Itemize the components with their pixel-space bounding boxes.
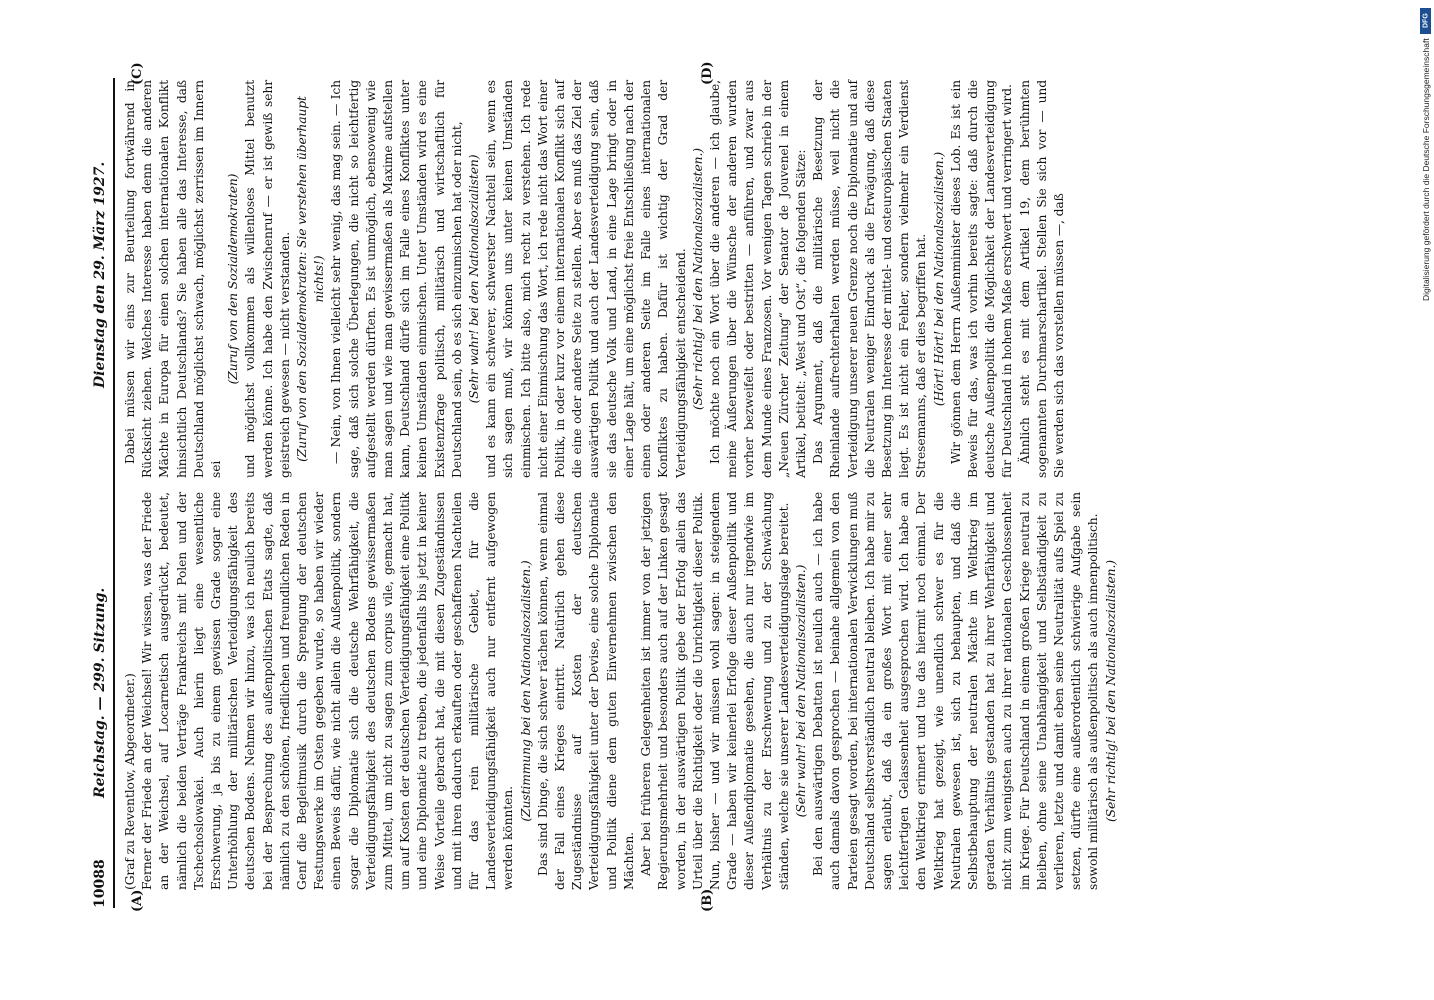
paragraph: Dabei müssen wir eins zur Beurteilung fortwährend in Rücksicht ziehen. Welches Interesse haben denn die anderen Mächte in Europa für einen solchen internationalen Konflikt hinsichtlich Deutschlands? Sie haben alle das Interesse, daß Deutschland möglichst schwach, möglichst zerrissen im Innern sei <box>123 80 224 478</box>
paragraph: Wir gönnen dem Herrn Außenminister dieses Lob. Es ist ein Beweis für das, was ich vorhin bereits sagte: daß durch die deutsche Außenpolitik die Möglichkeit der Landesverteidigung für Deutschland in hohem Maße erschwert und verringert wird. <box>948 80 1015 478</box>
paragraph: und es kann ein schwerer, schwerster Nachteil sein, wenn es sich sagen muß, wir können uns unter keinen Umständen einmischen. Ich bitte also, mich recht zu verstehen. Ich rede nicht einer Einmischung das Wort, ich rede nicht das Wort einer Politik, in oder kurz vor einem internationalen Konflikt sich auf die eine oder andere Seite zu stellen. Aber es muß das Ziel der auswärtigen Politik und auch der Landesverteidigung sein, daß sie das deutsche Volk und Land, in eine Lage bringt oder in einer Lage hält, um eine möglichst freie Entschließung nach der einen oder anderen Seite im Falle eines internationalen Konfliktes zu haben. Dafür ist wichtig der Grad der Verteidigungsfähigkeit entscheidend. <box>484 80 688 478</box>
page-number: 10088 <box>92 859 108 908</box>
paragraph: Ferner der Friede an der Weichsel! Wir wissen, was der Friede an der Weichsel, auf Locarnetisch ausgedrückt, bedeutet, nämlich die beiden Verträge Frankreichs mit Polen und der Tschechoslowakei. Auch hierin liegt eine wesentliche Erschwerung, ja bis zu einem gewissen Grade sogar eine Unterhöhlung der militärischen Verteidigungsfähigkeit des deutschen Bodens. Nehmen wir hinzu, was ich neulich bereits bei der Besprechung des außenpolitischen Etats sagte, daß nämlich zu den schönen, friedlichen und freundlichen Reden in Genf die Begleitmusik durch die Sprengung der deutschen Festungswerke im Osten gegeben wurde, so haben wir wieder einen Beweis dafür, wie nicht allein die Außenpolitik, sondern sogar die Diplomatie sich die deutsche Wehrfähigkeit, die Verteidigungsfähigkeit des deutschen Bodens gewissermaßen zum Mittel, um nicht zu sagen zum corpus vile, gemacht hat, um auf Kosten der deutschen Verteidigungsfähigkeit eine Politik und eine Diplomatie zu treiben, die jedenfalls bis jetzt in keiner Weise Vorteile gebracht hat, die mit diesen Zugeständnissen und mit ihren dadurch erkauften oder geschaffenen Nachteilen für das rein militärische Gebiet, für die Landesverteidigungsfähigkeit auch nur entfernt aufgewogen werden könnten. <box>140 492 516 890</box>
paragraph: — Nein, von Ihnen vielleicht sehr wenig, das mag sein. — Ich sage, daß sich solche Überlegungen, die nicht so leichtfertig aufgestellt werden dürften. Es ist unmöglich, ebensowenig wie man sagen und wie man gewissermaßen als Maxime aufstellen kann, Deutschland dürfe sich im Falle eines Konfliktes unter keinen Umständen einmischen. Unter Umständen wird es eine Existenzfrage politisch, militärisch und wirtschaftlich für Deutschland sein, ob es sich einzumischen hat oder nicht, <box>329 80 464 478</box>
paragraph: Bei den auswärtigen Debatten ist neulich auch — ich habe auch damals davon gesprochen — beinahe allgemein von den Parteien gesagt worden, bei internationalen Verwicklungen muß Deutschland selbstverständlich neutral bleiben. Ich habe mir zu sagen erlaubt, daß da ein großes Wort mit einer sehr leichtfertigen Gelassenheit ausgesprochen wird. Ich habe an den Weltkrieg erinnert und tue das hiermit noch einmal. Der Weltkrieg hat gezeigt, wie unendlich schwer es für die Neutralen gewesen ist, sich zu behaupten, und daß die Selbstbehauptung der neutralen Mächte im Weltkrieg im geraden Verhältnis gestanden hat zu ihrer Wehrfähigkeit und nicht zum wenigsten auch zu ihrer nationalen Geschlossenheit im Kriege. Für Deutschland in einem großen Kriege neutral zu bleiben, ohne seine Unabhängigkeit und Selbständigkeit zu verlieren, letzte und damit eben seine Neutralität aufs Spiel zu setzen, dürfte eine außerordentlich schwierige Aufgabe sein sowohl militärisch als außenpolitisch als auch innenpolitisch. <box>811 492 1101 890</box>
page-header <box>88 78 114 908</box>
interjection-note: (Sehr wahr! bei den Nationalsozialisten.) <box>793 564 808 818</box>
left-column <box>122 492 1322 890</box>
interjection-note: (Sehr richtig! bei den Nationalsozialisten.) <box>1103 559 1118 823</box>
interjection-note: (Sehr richtig! bei den Nationalsozialisten.) <box>690 147 705 411</box>
digitization-credit <box>1418 8 1434 992</box>
margin-marker-b: (B) <box>700 888 715 912</box>
margin-marker-d: (D) <box>700 61 715 85</box>
margin-marker-c: (C) <box>130 62 145 85</box>
interjection-note: (Hört! Hört! bei den Nationalsozialisten.) <box>931 151 946 407</box>
speaker-line: (Graf zu Reventlow, Abgeordneter.) <box>123 673 137 890</box>
header-right-title: Dienstag den 29. März 1927. <box>92 161 108 388</box>
paragraph: Ähnlich steht es mit dem Artikel 19, dem berühmten sogenannten Durchmarschartikel. Stellen Sie sich vor — und Sie werden sich das vorstellen müssen —, daß <box>1017 80 1066 478</box>
paragraph: Ich möchte noch ein Wort über die anderen — ich glaube, meine Äußerungen über die Wünsche der anderen wurden vorher bezweifelt oder bestritten — anführen, und zwar aus dem Munde eines Franzosen. Vor wenigen Tagen schrieb in der „Neuen Zürcher Zeitung“ der Senator de Jouvenel in einem Artikel, betitelt: „West und Ost“, die folgenden Sätze: <box>707 80 808 478</box>
paragraph: und möglichst vollkommen als willenloses Mittel benutzt werden könne. Ich habe den Zwischenruf — er ist gewiß sehr geistreich gewesen — nicht verstanden. <box>243 80 292 478</box>
paragraph: Das sind Dinge, die sich schwer rächen können, wenn einmal der Fall eines Krieges eintritt. Natürlich gehen diese Zugeständnisse auf Kosten der deutschen Verteidigungsfähigkeit unter der Devise, eine solche Diplomatie und Politik diene dem guten Einvernehmen zwischen den Mächten. <box>535 492 636 890</box>
quoted-paragraph: Das Argument, daß die militärische Besetzung der Rheinlande aufrechterhalten werden müsse, weil nicht die Verteidigung unserer neuen Grenze noch die Diplomatie und auf die Neutralen weniger Eindruck als die Erwägung, daß diese Besetzung im Interesse der mittel- und osteuropäischen Staaten liegt. Es ist nicht ein Fehler, sondern vielmehr ein Verdienst Stresemanns, daß er dies begriffen hat. <box>811 80 929 478</box>
dfg-logo: DFG <box>1421 8 1432 34</box>
interjection-note: (Zustimmung bei den Nationalsozialisten.) <box>518 560 533 822</box>
header-left-title: Reichstag. — 299. Sitzung. <box>92 587 108 798</box>
credit-text: Digitalisierung gefördert durch die Deutsche Forschungsgemeinschaft <box>1421 38 1431 301</box>
right-column <box>122 80 1322 478</box>
paragraph: Aber bei früheren Gelegenheiten ist immer von der jetzigen Regierungsmehrheit und besonders auch auf der Linken gesagt worden, in der auswärtigen Politik gebe der Erfolg allein das Urteil über die Richtigkeit oder die Unrichtigkeit dieser Politik. Nun, bisher — und wir müssen wohl sagen: in steigendem Grade — haben wir keinerlei Erfolge dieser Außenpolitik und dieser Außendiplomatie gesehen, die auch nur irgendwie im Verhältnis zu der Erschwerung und zu der Schwächung ständen, welche sie unserer Landesverteidigungslage bereitet. <box>639 492 791 890</box>
header-rule <box>113 78 115 908</box>
interjection-note: (Sehr wahr! bei den Nationalsozialisten) <box>467 154 482 404</box>
interjection-note: (Zuruf von den Sozialdemokraten) <box>226 173 241 385</box>
margin-marker-a: (A) <box>130 889 145 912</box>
interjection-note: (Zuruf von den Sozialdemokraten: Sie verstehen überhaupt nichts!) <box>295 96 327 462</box>
